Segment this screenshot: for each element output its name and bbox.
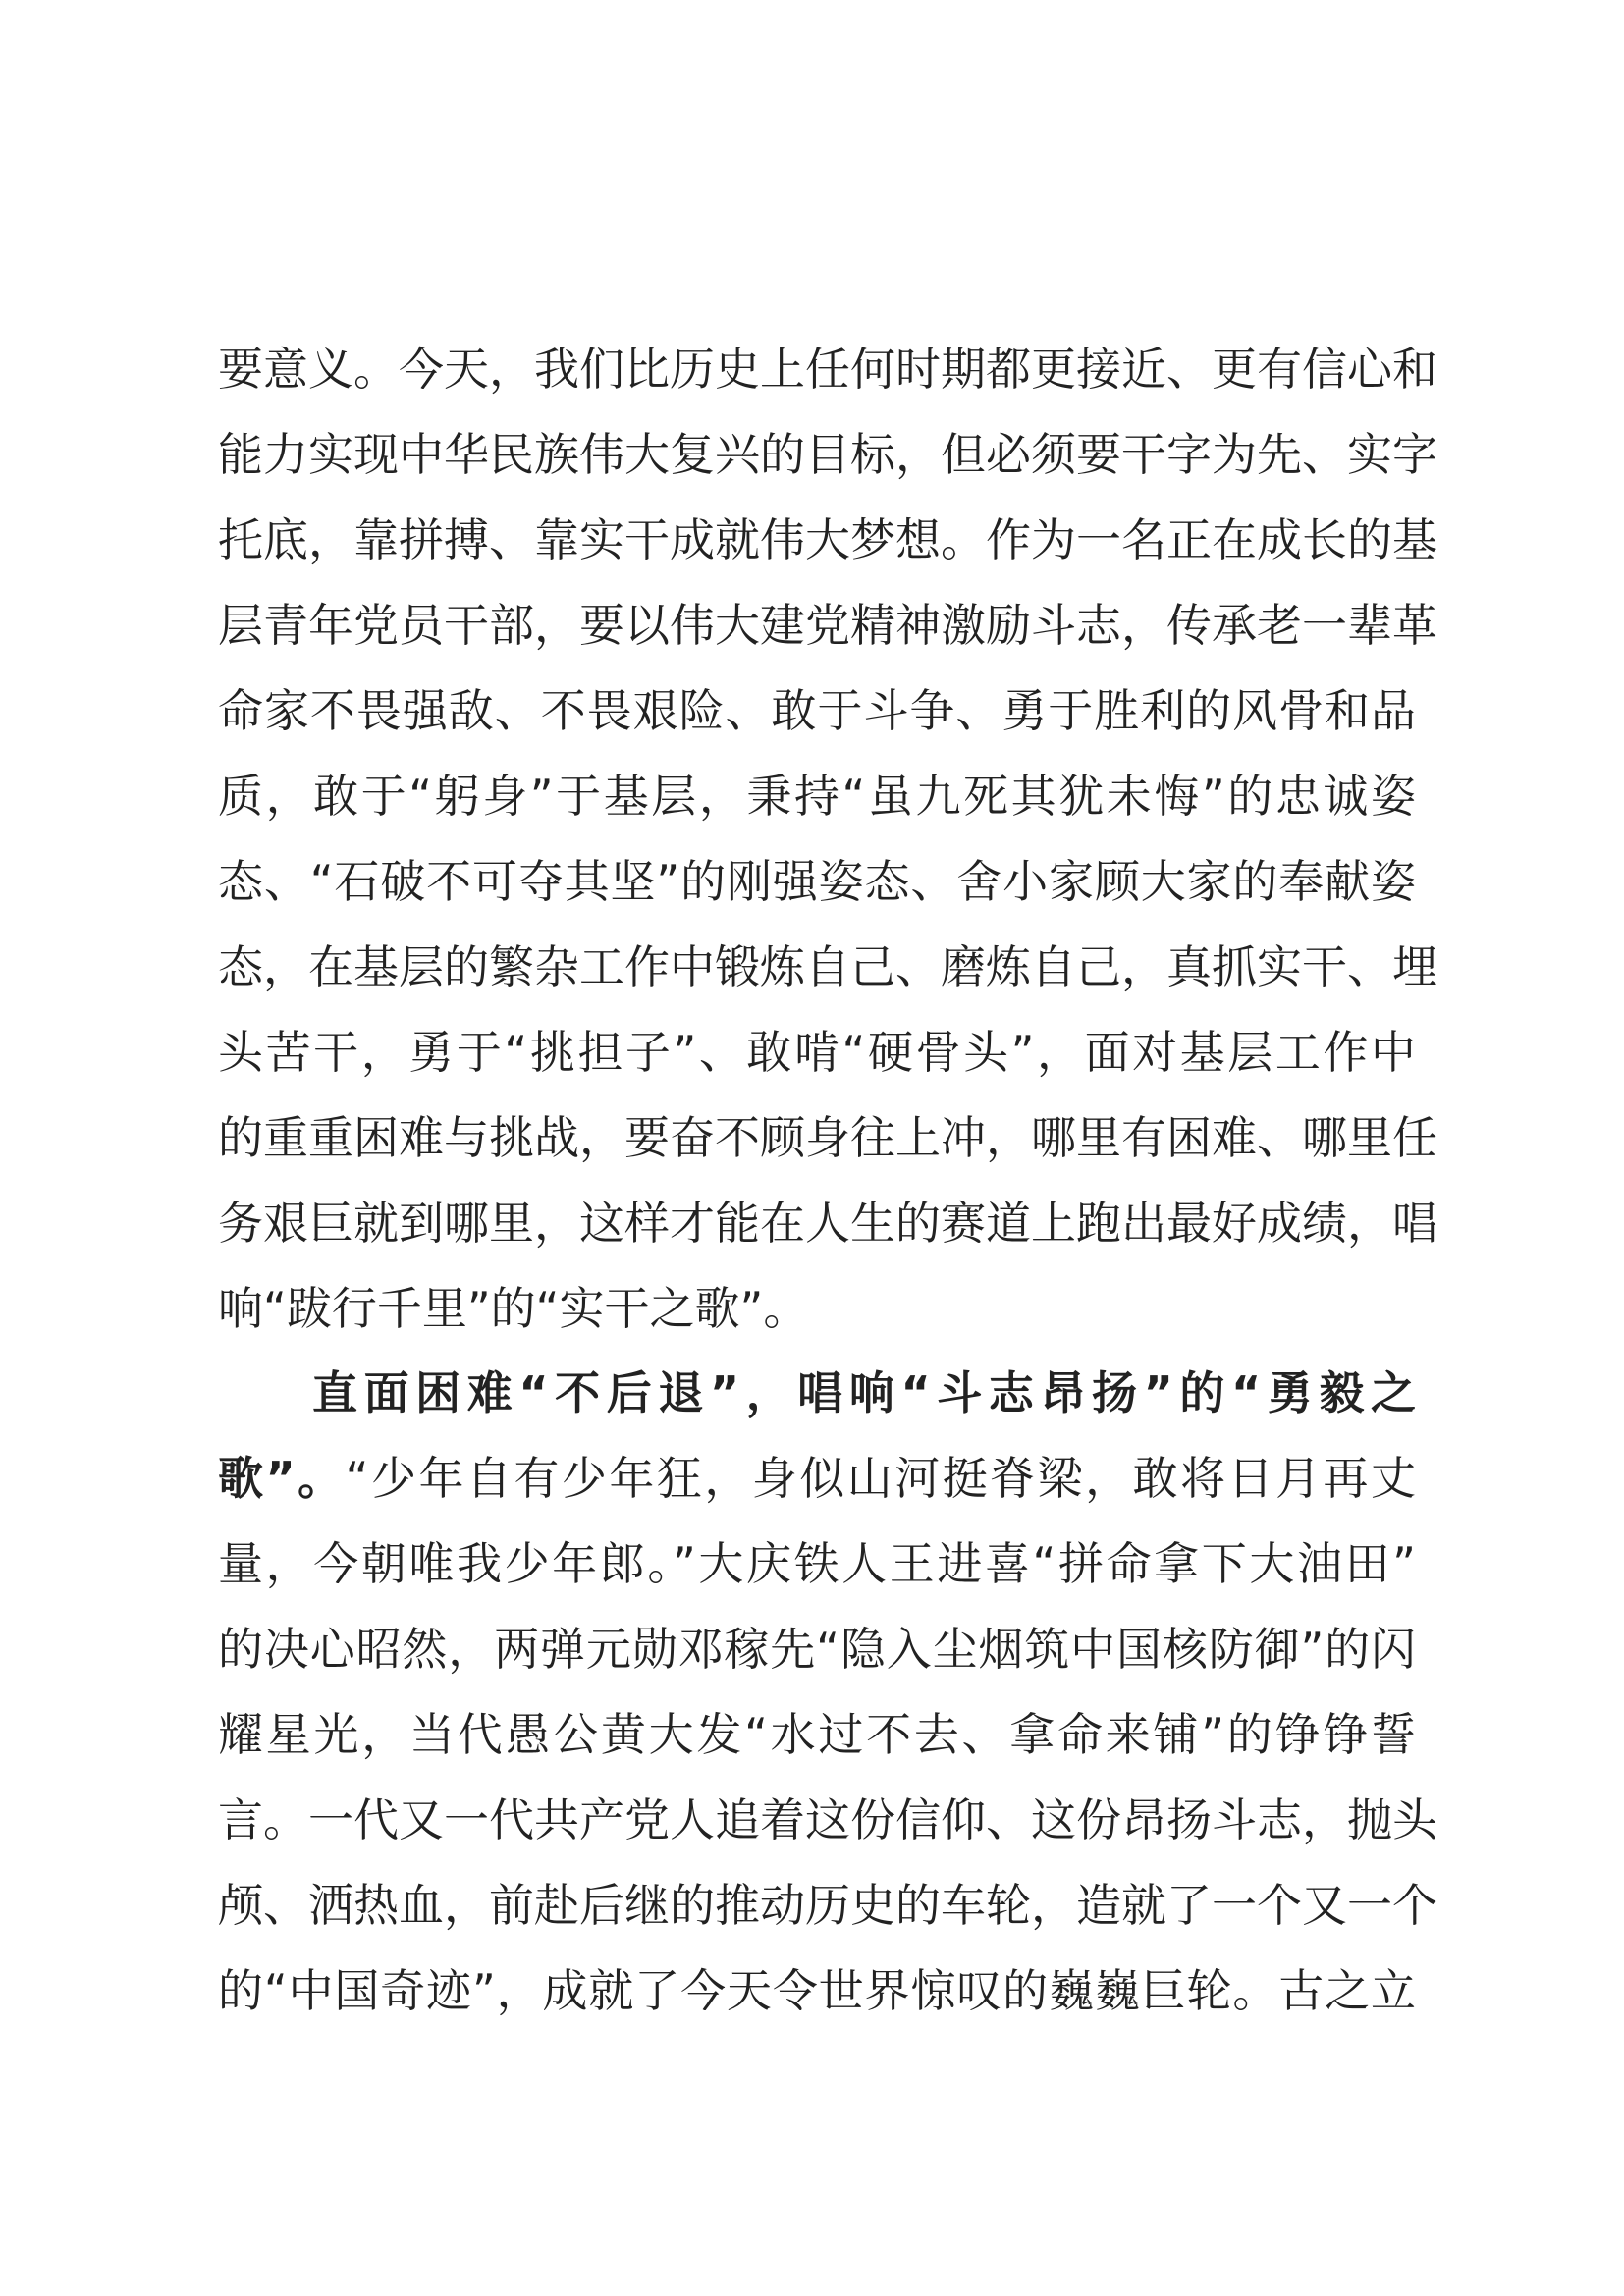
paragraph-line: 的决心昭然，两弹元勋邓稼先“隐入尘烟筑中国核防御”的闪 [218, 1623, 1416, 1676]
paragraph-line: 的“中国奇迹”，成就了今天令世界惊叹的巍巍巨轮。古之立 [218, 1964, 1416, 2017]
paragraph-line: 能力实现中华民族伟大复兴的目标，但必须要干字为先、实字 [218, 428, 1437, 481]
paragraph-line: 务艰巨就到哪里，这样才能在人生的赛道上跑出最好成绩，唱 [218, 1197, 1437, 1250]
section-heading: 直面困难“不后退”，唱响“斗志昂扬”的“勇毅之 [312, 1366, 1416, 1419]
paragraph-line: 层青年党员干部，要以伟大建党精神激励斗志，传承老一辈革 [218, 599, 1437, 652]
paragraph-line: 质，敢于“躬身”于基层，秉持“虽九死其犹未悔”的忠诚姿 [218, 770, 1416, 823]
paragraph-line [218, 1436, 1416, 1522]
paragraph-text: “少年自有少年狂，身似山河挺脊梁，敢将日月再丈 [345, 1452, 1416, 1505]
paragraph-line: 响“跋行千里”的“实干之歌”。 [218, 1282, 809, 1335]
paragraph-line: 耀星光，当代愚公黄大发“水过不去、拿命来铺”的铮铮誓 [218, 1708, 1416, 1761]
paragraph-line: 态，在基层的繁杂工作中锻炼自己、磨炼自己，真抓实干、埋 [218, 940, 1437, 993]
paragraph-line: 态、“石破不可夺其坚”的刚强姿态、舍小家顾大家的奉献姿 [218, 855, 1416, 908]
paragraph-line: 颅、洒热血，前赴后继的推动历史的车轮，造就了一个又一个 [218, 1879, 1437, 1932]
paragraph-1 [218, 327, 1437, 1352]
paragraph-line: 要意义。今天，我们比历史上任何时期都更接近、更有信心和 [218, 343, 1437, 396]
paragraph-line: 量，今朝唯我少年郎。”大庆铁人王进喜“拼命拿下大油田” [218, 1537, 1416, 1590]
paragraph-line: 命家不畏强敌、不畏艰险、敢于斗争、勇于胜利的风骨和品 [218, 684, 1416, 737]
paragraph-line: 的重重困难与挑战，要奋不顾身往上冲，哪里有困难、哪里任 [218, 1111, 1437, 1164]
paragraph-2 [218, 1351, 1437, 2034]
paragraph-line: 托底，靠拼搏、靠实干成就伟大梦想。作为一名正在成长的基 [218, 513, 1437, 566]
paragraph-line: 言。一代又一代共产党人追着这份信仰、这份昂扬斗志，抛头 [218, 1793, 1437, 1846]
paragraph-line: 头苦干，勇于“挑担子”、敢啃“硬骨头”，面对基层工作中 [218, 1026, 1416, 1079]
section-heading-end: 歌”。 [218, 1452, 346, 1505]
